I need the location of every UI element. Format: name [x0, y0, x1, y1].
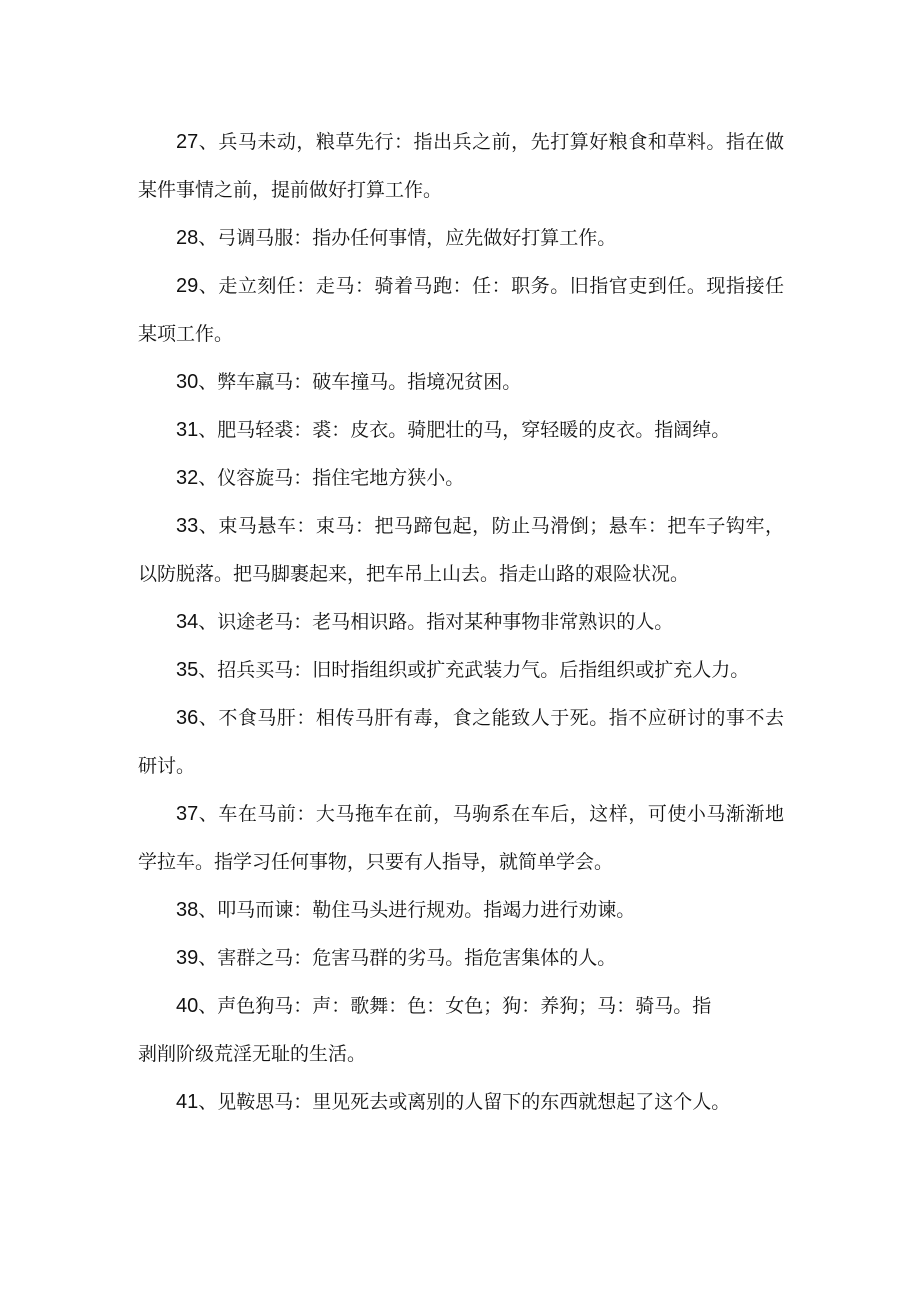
entry-number: 37 [176, 803, 199, 825]
entry-separator: 、 [198, 371, 218, 393]
idiom-entry-37 [138, 790, 784, 886]
document-body [138, 118, 784, 1126]
idiom-entry-39 [138, 934, 784, 982]
entry-separator: 、 [198, 467, 218, 489]
entry-separator: 、 [198, 1091, 218, 1113]
entry-text: 走立刻任：走马：骑着马跑：任：职务。旧指官吏到任。现指接任某项工作。 [138, 275, 784, 345]
idiom-entry-27 [138, 118, 784, 214]
entry-separator: 、 [198, 659, 218, 681]
idiom-entry-36 [138, 694, 784, 790]
entry-text: 声色狗马：声：歌舞：色：女色；狗：养狗；马：骑马。指 [217, 995, 712, 1017]
idiom-entry-35 [138, 646, 784, 694]
entry-number: 38 [176, 899, 199, 921]
idiom-entry-31 [138, 406, 784, 454]
entry-separator: 、 [198, 419, 218, 441]
entry-separator: 、 [198, 899, 218, 921]
entry-text: 招兵买马：旧时指组织或扩充武装力气。后指组织或扩充人力。 [217, 659, 750, 681]
entry-text: 弊车羸马：破车撞马。指境况贫困。 [217, 371, 522, 393]
entry-text: 肥马轻裘：裘：皮衣。骑肥壮的马，穿轻暖的皮衣。指阔绰。 [217, 419, 731, 441]
entry-number: 27 [176, 131, 199, 153]
entry-number: 41 [176, 1091, 199, 1113]
entry-separator: 、 [198, 995, 218, 1017]
entry-text: 识途老马：老马相识路。指对某种事物非常熟识的人。 [217, 611, 674, 633]
entry-text: 仪容旋马：指住宅地方狭小。 [217, 467, 465, 489]
entry-separator: 、 [198, 131, 219, 153]
entry-number: 30 [176, 371, 199, 393]
idiom-entry-28 [138, 214, 784, 262]
entry-number: 32 [176, 467, 199, 489]
idiom-entry-34 [138, 598, 784, 646]
entry-number: 39 [176, 947, 199, 969]
idiom-entry-40 [138, 982, 784, 1078]
entry-number: 28 [176, 227, 199, 249]
idiom-entry-30 [138, 358, 784, 406]
entry-number: 29 [176, 275, 199, 297]
entry-number: 33 [176, 515, 199, 537]
entry-text: 车在马前：大马拖车在前，马驹系在车后，这样，可使小马渐渐地学拉车。指学习任何事物，只要有人指导，就简单学会。 [138, 803, 784, 873]
entry-text-continuation: 剥削阶级荒淫无耻的生活。 [138, 1043, 367, 1065]
idiom-entry-29 [138, 262, 784, 358]
entry-separator: 、 [198, 947, 218, 969]
entry-separator: 、 [198, 275, 219, 297]
entry-text: 束马悬车：束马：把马蹄包起，防止马滑倒；悬车：把车子钩牢，以防脱落。把马脚裹起来，把车吊上山去。指走山路的艰险状况。 [138, 515, 784, 585]
idiom-entry-41 [138, 1078, 784, 1126]
entry-text: 弓调马服：指办任何事情，应先做好打算工作。 [217, 227, 617, 249]
entry-separator: 、 [198, 611, 218, 633]
entry-separator: 、 [198, 707, 219, 729]
idiom-entry-32 [138, 454, 784, 502]
entry-text: 不食马肝：相传马肝有毒，食之能致人于死。指不应研讨的事不去研讨。 [138, 707, 784, 777]
entry-number: 40 [176, 995, 199, 1017]
idiom-entry-38 [138, 886, 784, 934]
entry-text: 害群之马：危害马群的劣马。指危害集体的人。 [217, 947, 617, 969]
entry-number: 35 [176, 659, 199, 681]
entry-separator: 、 [198, 515, 219, 537]
entry-separator: 、 [198, 227, 218, 249]
entry-number: 34 [176, 611, 199, 633]
entry-number: 31 [176, 419, 199, 441]
entry-text: 叩马而谏：勒住马头进行规劝。指竭力进行劝谏。 [217, 899, 636, 921]
entry-text: 兵马未动，粮草先行：指出兵之前，先打算好粮食和草料。指在做某件事情之前，提前做好打算工作。 [138, 131, 784, 201]
entry-number: 36 [176, 707, 199, 729]
entry-text: 见鞍思马：里见死去或离别的人留下的东西就想起了这个人。 [217, 1091, 731, 1113]
entry-separator: 、 [198, 803, 219, 825]
idiom-entry-33 [138, 502, 784, 598]
